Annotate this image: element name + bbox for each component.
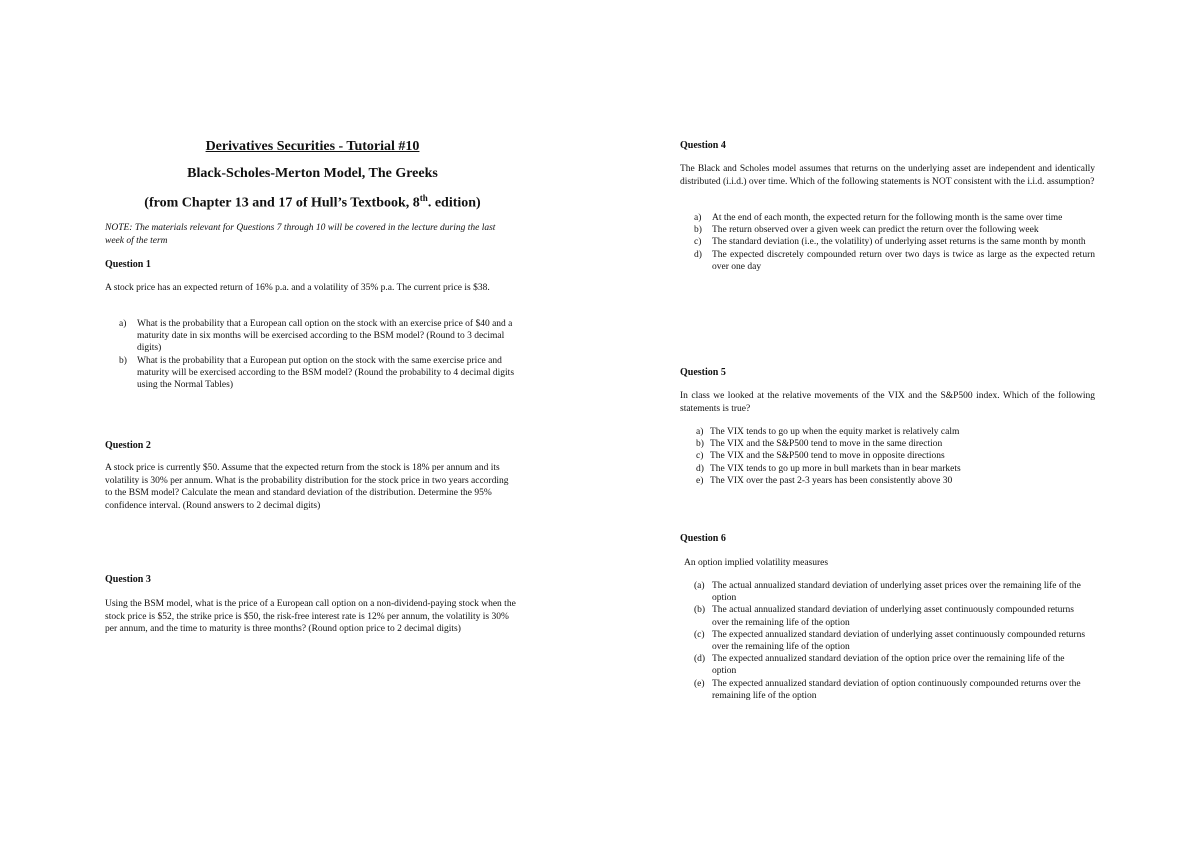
document-subtitle: Black-Scholes-Merton Model, The Greeks <box>187 166 438 181</box>
question-5-option-a <box>680 426 1095 438</box>
option-marker: e) <box>696 475 704 486</box>
question-2-body: A stock price is currently $50. Assume that the expected return from the stock is 18% per annum and its volatility is 30% per annum. What is the probability distribution for the stock price in two years according to the BSM model? Calculate the mean and standard deviation of the distribution. Determine the 95% confidence interval. (Round answers to 2 decimal digits) <box>105 463 509 511</box>
question-2-heading: Question 2 <box>105 440 151 451</box>
question-5-heading: Question 5 <box>680 367 726 378</box>
question-6-option-c <box>680 629 1090 653</box>
option-marker: a) <box>694 213 702 223</box>
question-5-option-c <box>680 450 1095 462</box>
option-text: The standard deviation (i.e., the volatility) of underlying asset returns is the same month by month <box>712 237 1086 248</box>
question-4-option-c <box>680 236 1095 248</box>
question-3-heading: Question 3 <box>105 574 151 585</box>
question-5-option-b <box>680 438 1095 450</box>
question-1-heading: Question 1 <box>105 259 151 270</box>
option-marker: (e) <box>694 678 705 689</box>
document-source <box>105 193 520 212</box>
question-5-body: In class we looked at the relative movements of the VIX and the S&P500 index. Which of the following statements is true? <box>680 391 1095 414</box>
option-marker: (d) <box>694 654 706 665</box>
option-marker: c) <box>694 237 702 248</box>
question-4-body: The Black and Scholes model assumes that returns on the underlying asset are independent and identically distributed (i.i.d.) over time. Which of the following statements is NOT consistent with the i.i.d. assumption? <box>680 164 1095 187</box>
option-marker: d) <box>694 249 702 260</box>
question-6-option-b <box>680 604 1090 628</box>
question-1-option-b <box>105 355 520 392</box>
option-marker: (a) <box>694 581 705 591</box>
source-superscript: th <box>419 193 428 203</box>
option-marker: b) <box>119 355 127 366</box>
source-suffix: . edition) <box>427 195 481 211</box>
option-marker: a) <box>119 319 127 329</box>
question-4-options <box>680 212 1095 273</box>
option-text: What is the probability that a European call option on the stock with an exercise price of $40 and a maturity date in six months will be exercised according to the BSM model? (Round to 3 decimal digits) <box>137 319 513 354</box>
document-title: Derivatives Securities - Tutorial #10 <box>205 139 420 154</box>
option-text: The expected annualized standard deviation of underlying asset continuously compounded returns over the remaining life of the option <box>712 629 1086 653</box>
option-text: The return observed over a given week can predict the return over the following week <box>712 225 1039 236</box>
question-6-option-e <box>680 678 1090 702</box>
option-marker: b) <box>696 439 704 450</box>
question-5-options <box>680 426 1095 487</box>
question-1-body: A stock price has an expected return of 16% p.a. and a volatility of 35% p.a. The current price is $38. <box>105 283 490 293</box>
question-6-option-a <box>680 580 1090 604</box>
question-4-option-a <box>680 212 1095 224</box>
option-marker: d) <box>696 463 704 474</box>
option-text: The VIX tends to go up when the equity market is relatively calm <box>710 427 960 437</box>
option-text: The VIX tends to go up more in bull markets than in bear markets <box>710 463 961 474</box>
question-6-body: An option implied volatility measures <box>684 558 829 568</box>
option-marker: b) <box>694 225 702 236</box>
option-text: What is the probability that a European put option on the stock with the same exercise price and maturity will be exercised according to the BSM model? (Round the probability to 4 decimal digits using the Normal Tables) <box>137 355 515 391</box>
question-1-option-a <box>105 318 520 355</box>
option-text: The VIX and the S&P500 tend to move in opposite directions <box>710 451 945 462</box>
question-4-option-b <box>680 224 1095 236</box>
option-text: The expected annualized standard deviation of the option price over the remaining life of the option <box>712 654 1065 677</box>
question-4-option-d <box>680 249 1095 273</box>
question-4-heading: Question 4 <box>680 140 726 151</box>
question-6-heading: Question 6 <box>680 533 726 544</box>
question-5-option-d <box>680 463 1095 475</box>
option-text: The expected discretely compounded return over two days is twice as large as the expected return over one day <box>712 249 1095 272</box>
question-1-options <box>105 318 520 391</box>
option-text: The actual annualized standard deviation of underlying asset continuously compounded returns over the remaining life of the option <box>712 605 1074 628</box>
question-6-options <box>680 580 1090 702</box>
option-marker: a) <box>696 427 704 437</box>
option-text: The VIX over the past 2-3 years has been consistently above 30 <box>710 475 953 486</box>
question-6-option-d <box>680 653 1090 677</box>
option-marker: (c) <box>694 629 705 640</box>
question-3-body: Using the BSM model, what is the price of a European call option on a non-dividend-paying stock when the stock price is $52, the strike price is $50, the risk-free interest rate is 12% per annum, the volatility is 30% per annum, and the time to maturity is three months? (Round option price to 2 decimal digits) <box>105 599 516 634</box>
option-text: At the end of each month, the expected return for the following month is the same over time <box>712 213 1063 223</box>
source-prefix: (from Chapter 13 and 17 of Hull’s Textbook, 8 <box>144 195 420 211</box>
question-5-option-e <box>680 475 1095 487</box>
lecture-note: NOTE: The materials relevant for Questions 7 through 10 will be covered in the lecture during the last week of the term <box>105 223 496 246</box>
option-text: The actual annualized standard deviation of underlying asset prices over the remaining life of the option <box>712 581 1081 604</box>
option-marker: c) <box>696 451 704 462</box>
option-text: The VIX and the S&P500 tend to move in the same direction <box>710 439 943 450</box>
option-text: The expected annualized standard deviation of option continuously compounded returns over the remaining life of the option <box>712 678 1081 701</box>
option-marker: (b) <box>694 605 706 616</box>
